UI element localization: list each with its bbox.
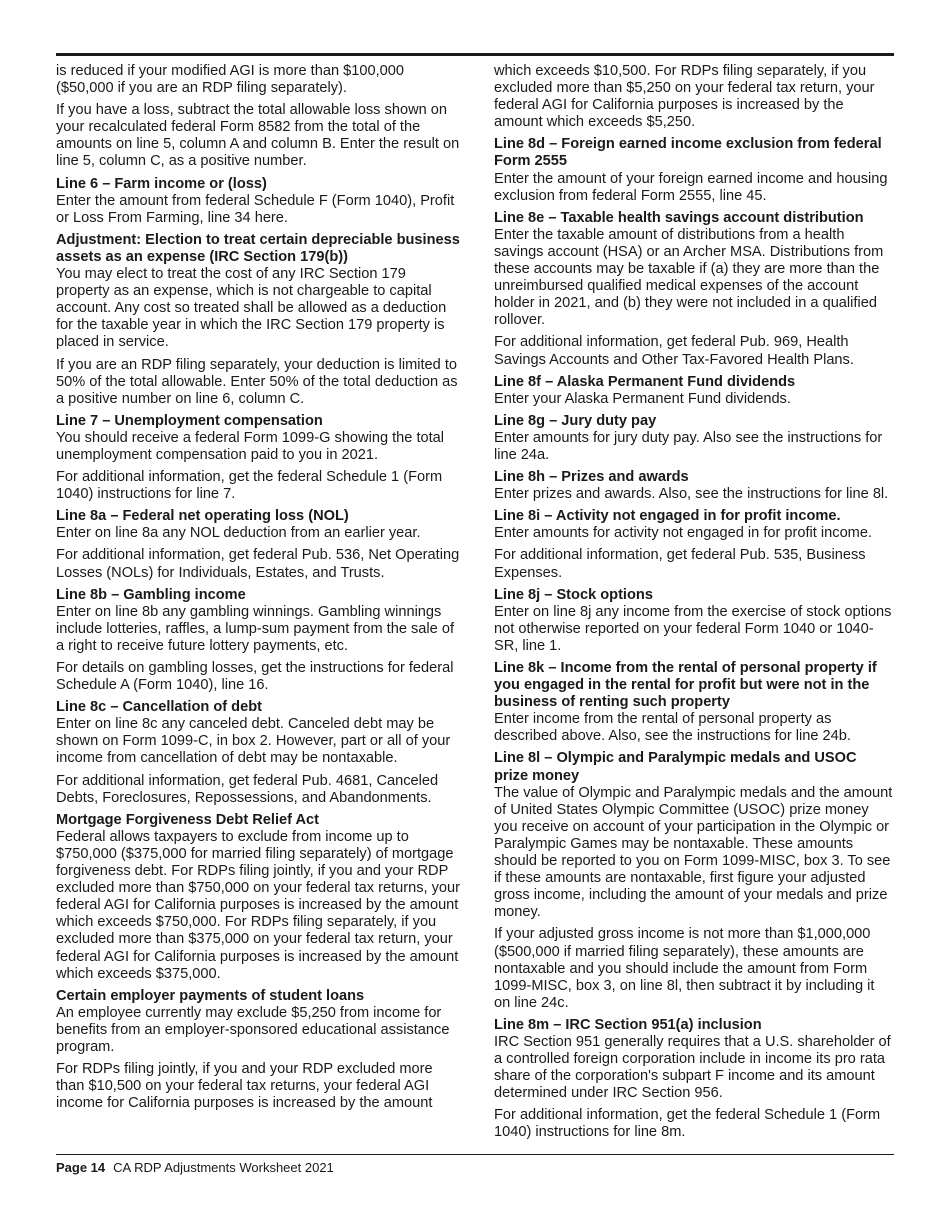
section-heading: Line 8d – Foreign earned income exclusion from federal Form 2555 [494,136,882,170]
paragraph: IRC Section 951 generally requires that a U.S. shareholder of a controlled foreign corporation include in income its pro rata share of the corporation's subpart F income and its amount determined under IRC Section 956. [494,1033,891,1102]
right-column [494,63,894,1147]
section [494,210,894,369]
section-heading: Line 8c – Cancellation of debt [56,699,262,716]
paragraph: Enter income from the rental of personal property as described above. Also, see the instructions for line 24b. [494,711,851,745]
paragraph: which exceeds $10,500. For RDPs filing separately, if you excluded more than $5,250 on your federal tax return, your federal AGI for California purposes is increased by the amount which exceeds $5,250. [494,63,875,131]
section-heading: Mortgage Forgiveness Debt Relief Act [56,811,320,828]
paragraph: Enter amounts for activity not engaged in for profit income. [494,525,873,542]
paragraph: Enter the taxable amount of distributions from a health savings account (HSA) or an Archer MSA. Distributions from these accounts may be taxable if (a) they are more than the unreimbursed qualified medical expenses of the account holder in 2021, and (b) they were not included in a qualified rollover. [494,226,884,329]
paragraph: If your adjusted gross income is not more than $1,000,000 ($500,000 if married filing separately), these amounts are nontaxable and you should include the amount from Form 1099-MISC, box 3, on line 8l, then subtract it by including it on line 24c. [494,926,875,1011]
section-heading: Line 8m – IRC Section 951(a) inclusion [494,1016,762,1033]
top-rule [56,53,894,56]
left-column [56,63,460,1117]
section-heading: Line 6 – Farm income or (loss) [56,175,267,192]
section [56,988,460,1113]
section [56,232,460,408]
page-footer [56,1160,334,1176]
paragraph: For RDPs filing jointly, if you and your RDP excluded more than $10,500 on your federal tax returns, your federal AGI income for California purposes is increased by the amount [56,1061,433,1112]
section-heading: Certain employer payments of student loans [56,987,365,1004]
section-heading: Adjustment: Election to treat certain depreciable business assets as an expense (IRC Section 179(b)) [56,231,460,265]
paragraph: You should receive a federal Form 1099-G showing the total unemployment compensation paid to you in 2021. [56,429,445,463]
section [494,136,894,204]
section [494,469,894,503]
paragraph: For additional information, get federal Pub. 969, Health Savings Accounts and Other Tax-Favored Health Plans. [494,334,854,368]
section-heading: Line 8f – Alaska Permanent Fund dividends [494,373,796,390]
paragraph: Enter on line 8a any NOL deduction from an earlier year. [56,525,421,542]
paragraph: For additional information, get the federal Schedule 1 (Form 1040) instructions for line 8m. [494,1107,881,1141]
section [56,413,460,503]
section-heading: Line 8j – Stock options [494,586,653,603]
paragraph: If you are an RDP filing separately, your deduction is limited to 50% of the total allowable. Enter 50% of the total deduction as a positive number on line 6, column C. [56,356,458,407]
paragraph: You may elect to treat the cost of any IRC Section 179 property as an expense, which is not chargeable to capital account. Any cost so treated shall be allowed as a deduction for the taxable year in which the IRC Section 179 property is placed in service. [56,266,447,351]
section [56,508,460,581]
paragraph: Enter your Alaska Permanent Fund dividends. [494,390,791,407]
section [494,750,894,1011]
section [56,812,460,983]
section [494,63,894,131]
paragraph: For additional information, get the federal Schedule 1 (Form 1040) instructions for line 7. [56,469,443,503]
paragraph: An employee currently may exclude $5,250 from income for benefits from an employer-sponsored educational assistance program. [56,1004,450,1055]
section [494,413,894,464]
section-heading: Line 7 – Unemployment compensation [56,412,323,429]
paragraph: Federal allows taxpayers to exclude from income up to $750,000 ($375,000 for married filing separately) of mortgage forgiveness debt. For RDPs filing jointly, if you and your RDP excluded more than $750,000 on your federal tax returns, your federal AGI for California purposes is increased by the amount which exceeds $750,000. For RDPs filing separately, if you excluded more than $375,000 on your federal tax return, your federal AGI for California purposes is increased by the amount which exceeds $375,000. [56,828,461,982]
paragraph: Enter prizes and awards. Also, see the instructions for line 8l. [494,486,889,503]
section [56,699,460,807]
paragraph: Enter on line 8c any canceled debt. Canceled debt may be shown on Form 1099-C, in box 2. However, part or all of your income from cancellation of debt may be nontaxable. [56,716,451,767]
section-heading: Line 8h – Prizes and awards [494,469,689,486]
section-heading: Line 8a – Federal net operating loss (NOL) [56,508,349,525]
paragraph: For additional information, get federal Pub. 4681, Canceled Debts, Foreclosures, Repossessions, and Abandonments. [56,772,439,806]
footer-rule [56,1154,894,1155]
paragraph: Enter the amount of your foreign earned income and housing exclusion from federal Form 2555, line 45. [494,170,888,204]
paragraph: Enter on line 8j any income from the exercise of stock options not otherwise reported on your federal Form 1040 or 1040-SR, line 1. [494,603,892,654]
section-heading: Line 8g – Jury duty pay [494,412,657,429]
section [56,176,460,227]
paragraph: The value of Olympic and Paralympic medals and the amount of United States Olympic Committee (USOC) prize money you receive on account of your participation in the Olympic or Paralympic Games may be nontaxable. These amounts should be reported to you on Form 1099-MISC, box 3. To see if these amounts are nontaxable, first figure your adjusted gross income, including the amount of your medals and prize money. [494,784,893,921]
section [494,660,894,745]
section [56,63,460,171]
paragraph: For additional information, get federal Pub. 536, Net Operating Losses (NOLs) for Individuals, Estates, and Trusts. [56,547,460,581]
paragraph: is reduced if your modified AGI is more than $100,000 ($50,000 if you are an RDP filing separately). [56,63,405,97]
section [56,587,460,695]
section-heading: Line 8b – Gambling income [56,586,246,603]
section-heading: Line 8i – Activity not engaged in for profit income. [494,508,841,525]
paragraph: For details on gambling losses, get the instructions for federal Schedule A (Form 1040), line 16. [56,660,454,694]
paragraph: Enter the amount from federal Schedule F (Form 1040), Profit or Loss From Farming, line 34 here. [56,192,455,226]
section [494,508,894,581]
page-number: Page 14 [56,1160,106,1175]
paragraph: For additional information, get federal Pub. 535, Business Expenses. [494,547,866,581]
section [494,1017,894,1142]
document-title: CA RDP Adjustments Worksheet 2021 [113,1160,334,1175]
section [494,587,894,655]
paragraph: If you have a loss, subtract the total allowable loss shown on your recalculated federal Form 8582 from the total of the amounts on line 5, column A and column B. Enter the result on line 5, column C, as a positive number. [56,102,460,170]
section-heading: Line 8k – Income from the rental of personal property if you engaged in the rental for profit but were not in the business of renting such property [494,660,877,711]
section [494,374,894,408]
section-heading: Line 8e – Taxable health savings account distribution [494,209,864,226]
paragraph: Enter amounts for jury duty pay. Also see the instructions for line 24a. [494,429,883,463]
paragraph: Enter on line 8b any gambling winnings. Gambling winnings include lotteries, raffles, a lump-sum payment from the sale of a right to receive future lottery payments, etc. [56,603,454,654]
section-heading: Line 8l – Olympic and Paralympic medals and USOC prize money [494,750,857,784]
